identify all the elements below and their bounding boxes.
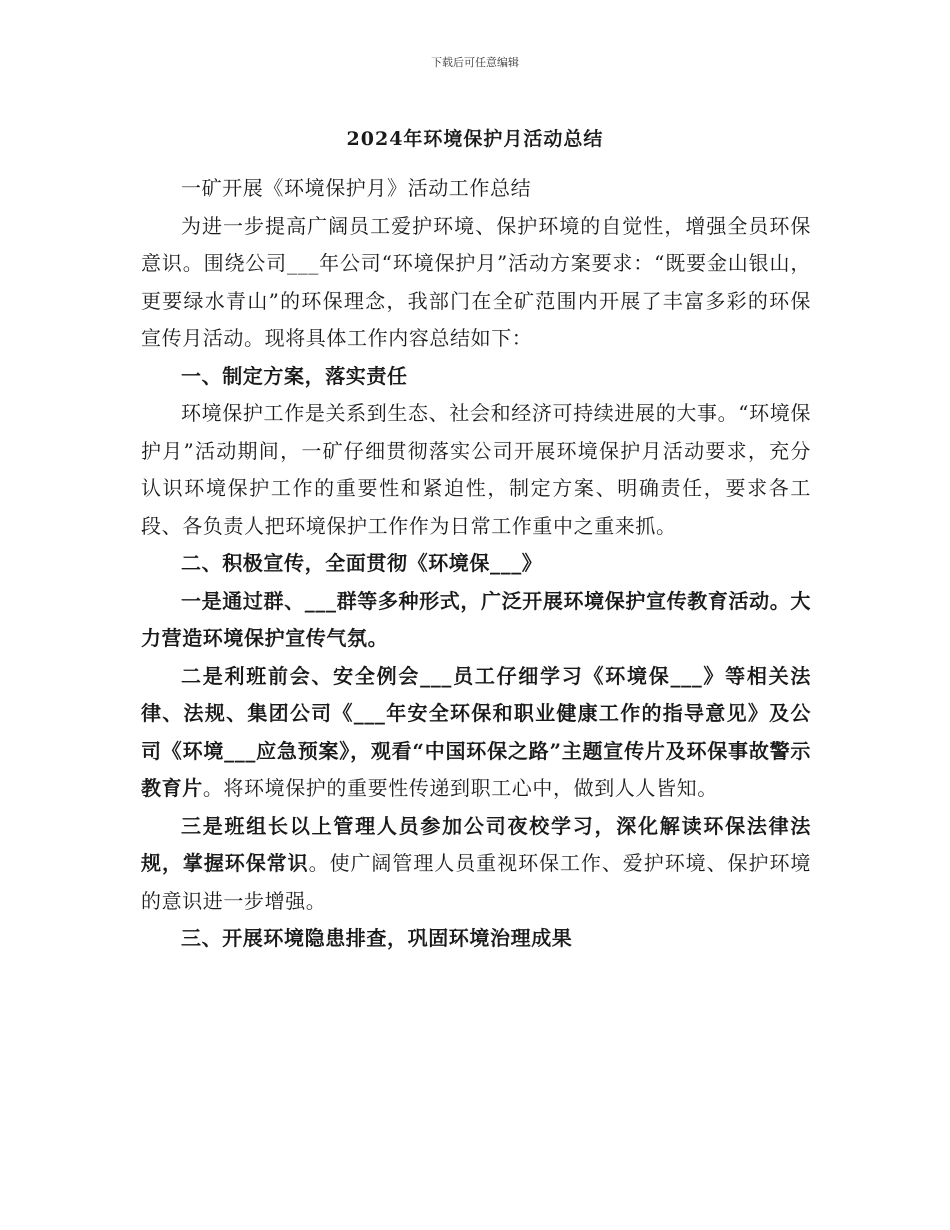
page-header-note: 下载后可任意编辑 [431, 56, 519, 69]
section-heading-3: 三、开展环境隐患排查，巩固环境治理成果 [181, 926, 573, 950]
section-heading-2: 二、积极宣传，全面贯彻《环境保___》 [181, 551, 543, 575]
item-2-plain-text: 。将环境保护的重要性传递到职工心中，做到人人皆知。 [202, 776, 718, 800]
item-3-bold-text: 三是班组长以上管理人员参加公司夜校学习，深化解读环保法律法规，掌握环保常识 [141, 813, 811, 875]
document-body [141, 170, 811, 958]
item-2-paragraph [141, 658, 811, 808]
item-3-paragraph [141, 808, 811, 921]
section-heading-mine-summary: 一矿开展《环境保护月》活动工作总结 [181, 176, 532, 200]
section-1-paragraph: 环境保护工作是关系到生态、社会和经济可持续进展的大事。“环境保护月”活动期间，一矿仔细贯彻落实公司开展环境保护月活动要求，充分认识环境保护工作的重要性和紧迫性，制定方案、明确责任，要求各工段、各负责人把环境保护工作作为日常工作重中之重来抓。 [141, 401, 811, 538]
section-heading-1: 一、制定方案，落实责任 [181, 363, 408, 388]
item-2-bold-text: 二是利班前会、安全例会___员工仔细学习《环境保___》等相关法律、法规、集团公司《___年安全环保和职业健康工作的指导意见》及公司《环境___应急预案》，观看“中国环保之路”主题宣传片及环保事故警示教育片 [141, 663, 811, 800]
document-title: 2024年环境保护月活动总结 [346, 128, 604, 150]
intro-paragraph: 为进一步提高广阔员工爱护环境、保护环境的自觉性，增强全员环保意识。围绕公司___年公司“环境保护月”活动方案要求：“既要金山银山，更要绿水青山”的环保理念，我部门在全矿范围内开展了丰富多彩的环保宣传月活动。现将具体工作内容总结如下： [141, 213, 811, 350]
item-3-plain-text: 。使广阔管理人员重视环保工作、爱护环境、保护环境的意识进一步增强。 [141, 851, 811, 913]
item-1-paragraph: 一是通过群、___群等多种形式，广泛开展环境保护宣传教育活动。大力营造环境保护宣传气氛。 [141, 588, 811, 650]
